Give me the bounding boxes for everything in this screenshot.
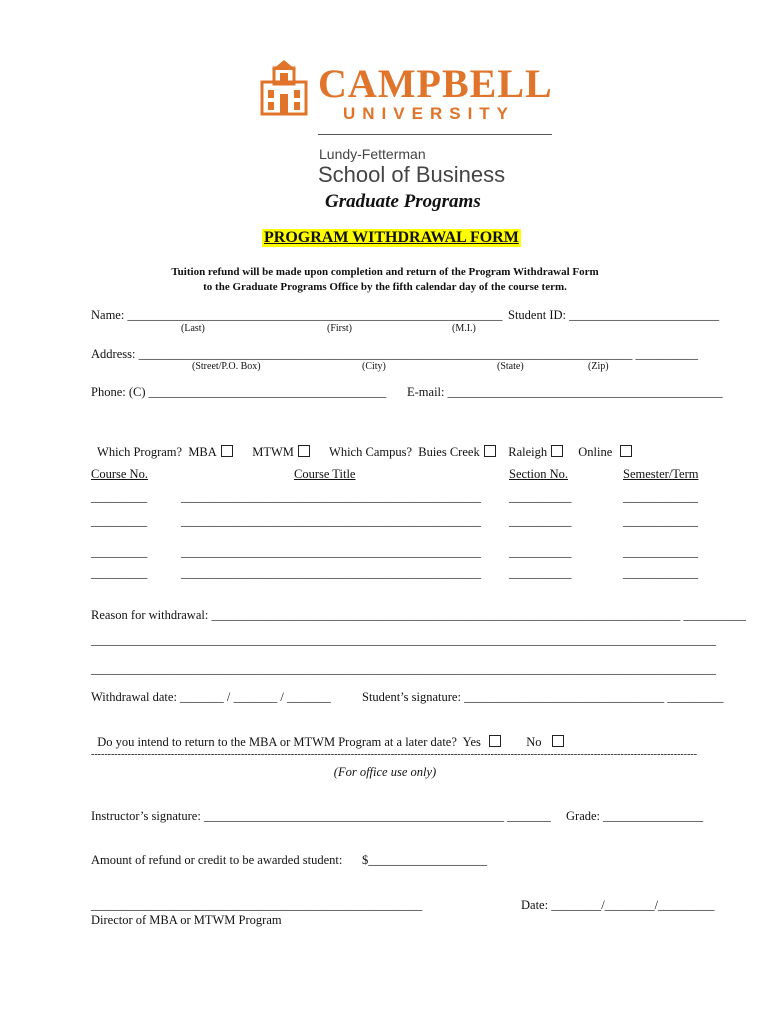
- online-label: Online: [578, 445, 613, 459]
- mtwm-checkbox[interactable]: [298, 445, 310, 457]
- intro-line1: Tuition refund will be made upon completion and return of the Program Withdrawal Form: [171, 266, 599, 278]
- student-id-field[interactable]: Student ID: ________________________: [508, 308, 720, 322]
- section-no-field[interactable]: __________: [509, 566, 572, 580]
- buies-creek-checkbox[interactable]: [484, 445, 496, 457]
- course-title-field[interactable]: ________________________________________________: [181, 545, 481, 559]
- sub-label-first: (First): [327, 323, 352, 334]
- refund-amount-field[interactable]: $___________________: [362, 853, 487, 867]
- semester-term-field[interactable]: ____________: [623, 490, 698, 504]
- raleigh-label: Raleigh: [508, 445, 548, 459]
- return-question: Do you intend to return to the MBA or MTWM Program at a later date? Yes: [97, 735, 481, 749]
- building-icon: [258, 60, 310, 116]
- form-title: PROGRAM WITHDRAWAL FORM: [264, 229, 519, 246]
- header-course-title: Course Title: [294, 467, 356, 481]
- reason-field[interactable]: Reason for withdrawal: ___________________________________________________________________________ __________: [91, 608, 746, 622]
- semester-term-field[interactable]: ____________: [623, 545, 698, 559]
- course-no-field[interactable]: _________: [91, 566, 148, 580]
- course-no-field[interactable]: _________: [91, 545, 148, 559]
- sub-label-zip: (Zip): [588, 361, 609, 372]
- section-no-field[interactable]: __________: [509, 490, 572, 504]
- school-line2: School of Business: [318, 162, 506, 187]
- office-divider: --------------------------------------------------------------------------------------------------------------------------------------------------------------------------------------: [91, 749, 698, 760]
- university-sub: UNIVERSITY: [343, 104, 516, 123]
- email-field[interactable]: E-mail: ____________________________________________: [407, 385, 723, 399]
- no-checkbox[interactable]: [552, 735, 564, 747]
- university-name: CAMPBELL: [318, 61, 553, 106]
- header-semester-term: Semester/Term: [623, 467, 699, 481]
- course-title-field[interactable]: ________________________________________________: [181, 514, 481, 528]
- sub-label-last: (Last): [181, 323, 205, 334]
- header-course-no: Course No.: [91, 467, 148, 481]
- reason-line-3[interactable]: ____________________________________________________________________________________________________: [91, 662, 716, 676]
- program-label: Which Program? MBA: [97, 445, 217, 459]
- refund-label: Amount of refund or credit to be awarded student:: [91, 853, 343, 867]
- director-date-field[interactable]: Date: ________/________/_________: [521, 898, 715, 912]
- course-title-field[interactable]: ________________________________________________: [181, 566, 481, 580]
- online-checkbox[interactable]: [620, 445, 632, 457]
- instructor-signature-field[interactable]: Instructor’s signature: ________________________________________________ _______: [91, 809, 551, 823]
- program-title: Graduate Programs: [325, 191, 481, 212]
- yes-checkbox[interactable]: [489, 735, 501, 747]
- section-no-field[interactable]: __________: [509, 545, 572, 559]
- sub-label-street: (Street/P.O. Box): [192, 361, 261, 372]
- reason-line-2[interactable]: ____________________________________________________________________________________________________: [91, 633, 716, 647]
- sub-label-city: (City): [362, 361, 386, 372]
- no-label: No: [526, 735, 542, 749]
- campus-label: Which Campus? Buies Creek: [329, 445, 480, 459]
- mtwm-label: MTWM: [252, 445, 294, 459]
- semester-term-field[interactable]: ____________: [623, 514, 698, 528]
- course-no-field[interactable]: _________: [91, 490, 148, 504]
- logo-divider: [318, 134, 552, 135]
- section-no-field[interactable]: __________: [509, 514, 572, 528]
- name-field[interactable]: Name: ____________________________________________________________: [91, 308, 503, 322]
- sub-label-state: (State): [497, 361, 524, 372]
- mba-checkbox[interactable]: [221, 445, 233, 457]
- raleigh-checkbox[interactable]: [551, 445, 563, 457]
- withdrawal-date-field[interactable]: Withdrawal date: _______ / _______ / _______: [91, 690, 331, 704]
- director-signature-field[interactable]: _____________________________________________________: [91, 898, 423, 912]
- course-no-field[interactable]: _________: [91, 514, 148, 528]
- intro-line2: to the Graduate Programs Office by the fifth calendar day of the course term.: [203, 281, 567, 293]
- header-section-no: Section No.: [509, 467, 569, 481]
- course-title-field[interactable]: ________________________________________________: [181, 490, 481, 504]
- office-use-label: (For office use only): [333, 765, 437, 779]
- address-field[interactable]: Address: _______________________________________________________________________________ __________: [91, 347, 698, 361]
- sub-label-mi: (M.I.): [452, 323, 476, 334]
- director-label: Director of MBA or MTWM Program: [91, 913, 282, 927]
- phone-field[interactable]: Phone: (C) ______________________________________: [91, 385, 387, 399]
- semester-term-field[interactable]: ____________: [623, 566, 698, 580]
- grade-field[interactable]: Grade: ________________: [566, 809, 704, 823]
- student-signature-field[interactable]: Student’s signature: ________________________________ _________: [362, 690, 724, 704]
- school-line1: Lundy-Fetterman: [319, 146, 426, 162]
